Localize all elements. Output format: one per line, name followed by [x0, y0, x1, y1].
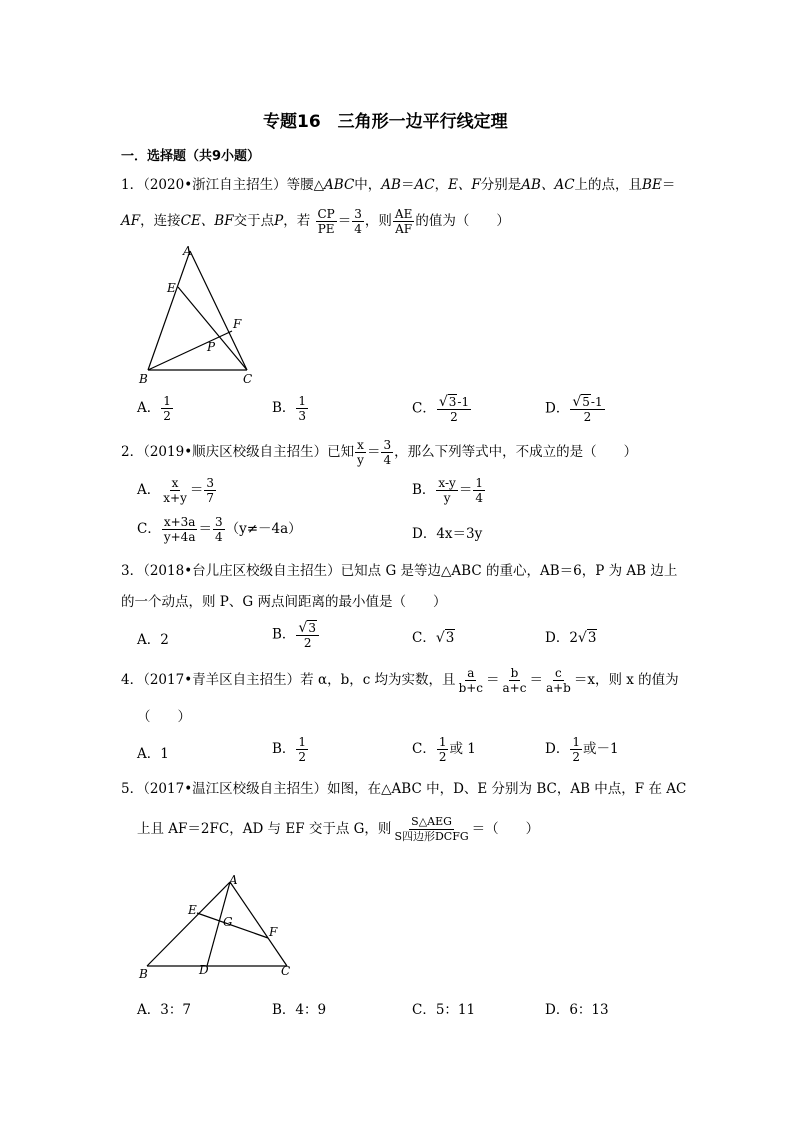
label-b: B [139, 372, 148, 386]
q3-option-a[interactable]: A．2 [137, 632, 169, 648]
q5-triangle-figure [135, 870, 305, 985]
label-a: A [229, 873, 238, 887]
fraction-cp-pe: $\frac{CP}{PE}$ [317, 207, 335, 236]
label-p: P [207, 340, 216, 354]
q2-option-b[interactable]: B． $\frac{x-y}{y}$ ＝ $\frac{1}{4}$ [412, 476, 483, 505]
label-g: G [223, 915, 233, 929]
label-d: D [199, 963, 209, 977]
label-f: F [233, 317, 242, 331]
page-title: 专题16 三角形一边平行线定理 [263, 112, 508, 132]
q5-line1: 5．（2017•温江区校级自主招生）如图，在△ABC 中，D、E 分别为 BC，AB 中点，F 在 AC [121, 781, 687, 797]
fraction-ae-af: $\frac{AE}{AF}$ [394, 207, 413, 236]
q3-option-d[interactable]: D．2√3 [545, 630, 597, 646]
q3-line2: 的一个动点，则 P、G 两点间距离的最小值是（ ） [121, 594, 447, 610]
q1-option-a[interactable]: A． $\frac{1}{2}$ [137, 394, 171, 423]
q2-option-d[interactable]: D．4x＝3y [412, 526, 483, 542]
label-c: C [281, 964, 291, 978]
section-heading: 一．选择题（共9小题） [121, 149, 261, 164]
q2-option-c[interactable]: C． $\frac{x+3a}{y+4a}$ ＝ $\frac{3}{4}$ （y≠－4a） [137, 515, 302, 544]
q1-option-c[interactable]: C． $\frac{√3-1}{2}$ [412, 394, 470, 424]
q3-line1: 3．（2018•台儿庄区校级自主招生）已知点 G 是等边△ABC 的重心，AB＝6，P 为 AB 边上 [121, 563, 678, 579]
q4-option-b[interactable]: B． $\frac{1}{2}$ [272, 735, 307, 764]
label-f: F [269, 925, 278, 939]
q4-stem: 4．（2017•青羊区自主招生）若 α，b，c 均为实数，且 $\frac{a}{b+c}$ ＝ $\frac{b}{a+c}$ ＝ $\frac{c}{a+b}$ ＝x，则 x 的值为 [121, 666, 679, 695]
q5-option-d[interactable]: D．6：13 [545, 1002, 609, 1018]
label-e: E [167, 281, 176, 295]
q5-option-a[interactable]: A．3：7 [137, 1002, 191, 1018]
q4-option-c[interactable]: C． $\frac{1}{2}$ 或 1 [412, 735, 476, 764]
label-e: E [188, 903, 197, 917]
fraction-3-4: $\frac{3}{4}$ [354, 207, 362, 236]
q1-line2: AF，连接CE、BF交于点P，若 $\frac{CP}{PE}$ ＝ $\frac{3}{4}$ ，则 $\frac{AE}{AF}$ 的值为（ ） [121, 207, 510, 236]
q3-option-c[interactable]: C．√3 [412, 630, 455, 646]
q1-option-b[interactable]: B． $\frac{1}{3}$ [272, 394, 307, 423]
q1-option-d[interactable]: D． $\frac{√5-1}{2}$ [545, 394, 603, 424]
q4-paren: （ ） [137, 709, 191, 725]
q4-option-d[interactable]: D． $\frac{1}{2}$ 或－1 [545, 735, 619, 764]
label-c: C [243, 372, 253, 386]
q2-option-a[interactable]: A． $\frac{x}{x+y}$ ＝ $\frac{3}{7}$ [137, 476, 214, 505]
q2-stem: 2．（2019•顺庆区校级自主招生）已知 $\frac{x}{y}$ ＝ $\frac{3}{4}$ ，那么下列等式中，不成立的是（ ） [121, 438, 638, 467]
label-a: A [183, 244, 192, 258]
q4-option-a[interactable]: A．1 [137, 746, 169, 762]
label-b: B [139, 967, 148, 981]
q1-triangle-figure [135, 243, 265, 388]
q5-line2: 上且 AF＝2FC，AD 与 EF 交于点 G，则 $\frac{\text{S△AEG}}{\text{S四边形DCFG}}$ ＝（ ） [137, 815, 540, 843]
q3-option-b[interactable]: B． $\frac{√3}{2}$ [272, 620, 320, 650]
q5-option-c[interactable]: C．5：11 [412, 1002, 476, 1018]
q5-option-b[interactable]: B．4：9 [272, 1002, 327, 1018]
q1-line1: 1．（2020•浙江自主招生）等腰△ABC中，AB＝AC，E、F分别是AB、AC上的点，且BE＝ [121, 177, 676, 193]
